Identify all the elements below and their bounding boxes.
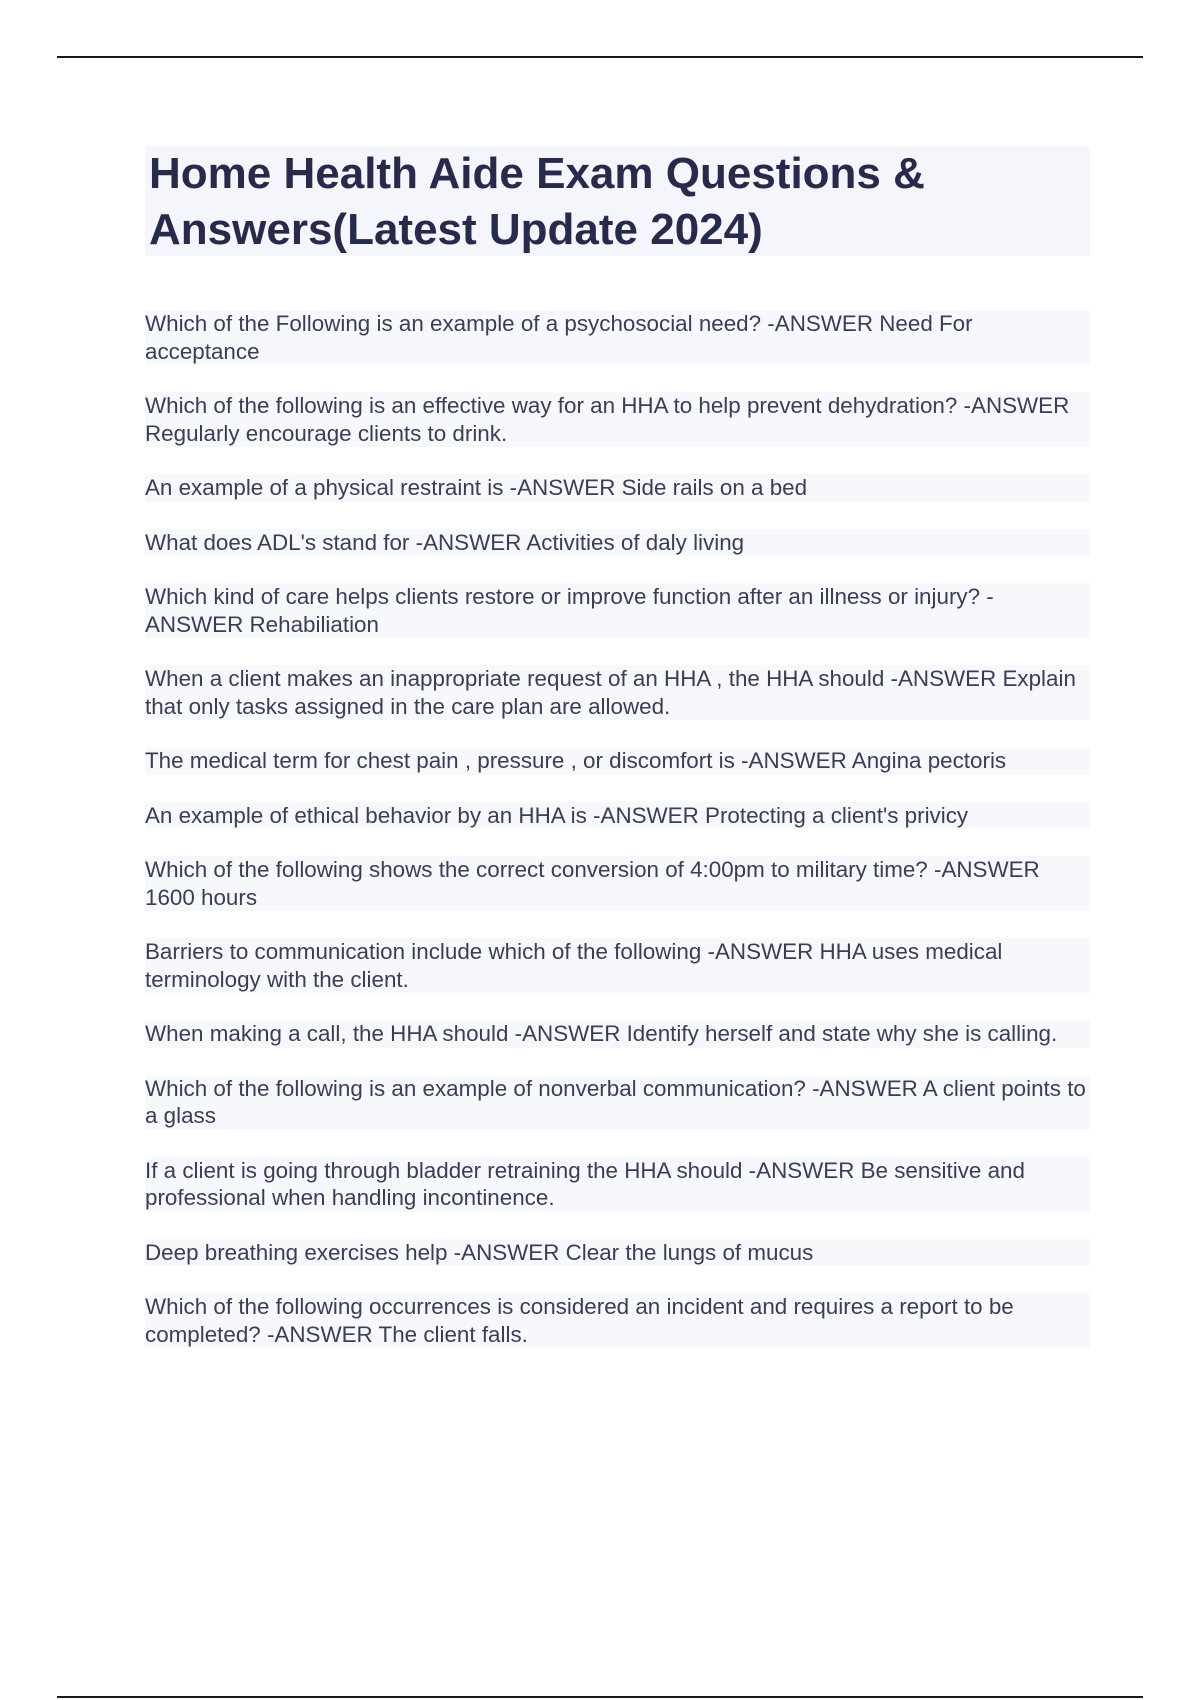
title-block [145,146,1090,256]
qa-item: When a client makes an inappropriate request of an HHA , the HHA should -ANSWER Explain that only tasks assigned in the care plan are allowed. [145,665,1090,720]
qa-item: Which of the following is an effective way for an HHA to help prevent dehydration? -ANSWER Regularly encourage clients to drink. [145,392,1090,447]
qa-item: An example of a physical restraint is -ANSWER Side rails on a bed [145,474,1090,502]
qa-item: When making a call, the HHA should -ANSWER Identify herself and state why she is calling. [145,1020,1090,1048]
qa-item: Which of the following shows the correct conversion of 4:00pm to military time? -ANSWER 1600 hours [145,856,1090,911]
qa-item: If a client is going through bladder retraining the HHA should -ANSWER Be sensitive and professional when handling incontinence. [145,1157,1090,1212]
qa-item: Which of the following occurrences is considered an incident and requires a report to be completed? -ANSWER The client falls. [145,1293,1090,1348]
qa-item: Deep breathing exercises help -ANSWER Clear the lungs of mucus [145,1239,1090,1267]
qa-item: Barriers to communication include which of the following -ANSWER HHA uses medical terminology with the client. [145,938,1090,993]
header-rule [57,56,1143,58]
qa-item: Which kind of care helps clients restore or improve function after an illness or injury? -ANSWER Rehabiliation [145,583,1090,638]
qa-list [145,310,1090,1375]
qa-item: An example of ethical behavior by an HHA is -ANSWER Protecting a client's privicy [145,802,1090,830]
qa-item: Which of the following is an example of nonverbal communication? -ANSWER A client points to a glass [145,1075,1090,1130]
qa-item: Which of the Following is an example of a psychosocial need? -ANSWER Need For acceptance [145,310,1090,365]
qa-item: The medical term for chest pain , pressure , or discomfort is -ANSWER Angina pectoris [145,747,1090,775]
footer-rule [57,1696,1143,1698]
page-title: Home Health Aide Exam Questions & Answers(Latest Update 2024) [149,149,925,254]
qa-item: What does ADL's stand for -ANSWER Activities of daly living [145,529,1090,557]
